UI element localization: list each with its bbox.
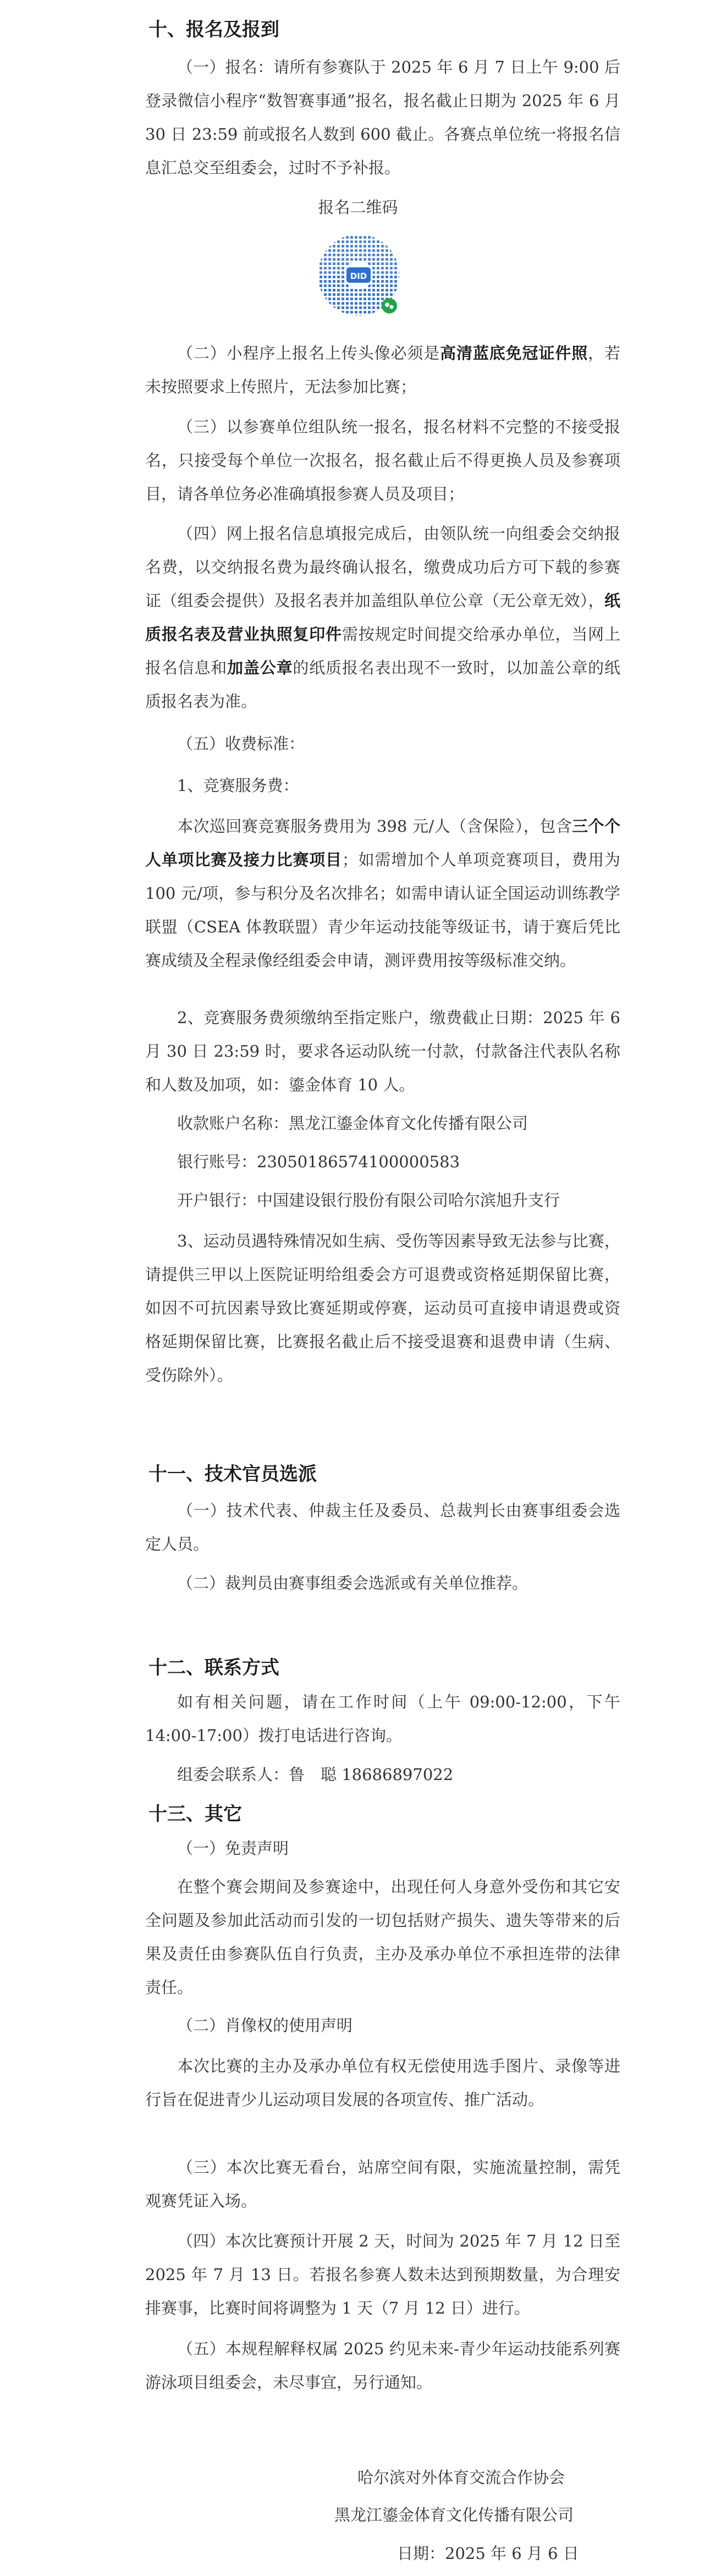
section-heading-registration: 十、报名及报到 (148, 19, 279, 41)
account-number: 银行账号：23050186574100000583 (177, 1152, 460, 1171)
paragraph-refund: 3、运动员遇特殊情况如生病、受伤等因素导致无法参与比赛，请提供三甲以上医院证明给组委会方可退费或资格延期保留比赛，如因不可抗因素导致比赛延期或停赛，运动员可直接申请退费或资格延期保留比赛，比赛报名截止后不接受退赛和退费申请（生病、受伤除外）。 (145, 1232, 620, 1385)
paragraph-photo-requirement: （二）小程序上报名上传头像必须是高清蓝底免冠证件照，若未按照要求上传照片，无法参加比赛； (145, 344, 620, 396)
signature-date: 日期：2025 年 6 月 6 日 (397, 2544, 579, 2563)
paragraph-portrait-rights: 本次比赛的主办及承办单位有权无偿使用选手图片、录像等进行旨在促进青少儿运动项目发展的各项宣传、推广活动。 (145, 2057, 620, 2109)
portrait-rights-heading: （二）肖像权的使用声明 (177, 2016, 353, 2035)
signature-org-2: 黑龙江鎏金体育文化传播有限公司 (334, 2506, 574, 2524)
section-heading-other: 十三、其它 (148, 1803, 242, 1825)
paragraph-registration: （一）报名：请所有参赛队于 2025 年 6 月 7 日上午 9:00 后登录微信小程序“数智赛事通”报名，报名截止日期为 2025 年 6 月 30 日 23:59 前或报名人数到 600 截止。各赛点单位统一将报名信息汇总交至组委会，过时不予补报。 (145, 58, 620, 177)
paragraph-disclaimer: 在整个赛会期间及参赛途中，出现任何人身意外受伤和其它安全问题及参加此活动而引发的一切包括财产损失、遗失等带来的后果及责任由参赛队伍自行负责，主办及承办单位不承担连带的法律责任。 (145, 1877, 620, 1997)
section-heading-officials: 十一、技术官员选派 (148, 1463, 317, 1485)
paragraph-service-fee: 本次巡回赛竞赛服务费用为 398 元/人（含保险），包含三个个人单项比赛及接力比赛项目；如需增加个人单项竞赛项目，费用为 100 元/项，参与积分及名次排名；如需申请认证全国运动训练教学联盟（CSEA 体教联盟）青少年运动技能等级证书，请于赛后凭比赛成绩及全程录像经组委会申请，测评费用按等级标准交纳。 (145, 817, 620, 970)
paragraph-schedule: （四）本次比赛预计开展 2 天，时间为 2025 年 7 月 12 日至 2025 年 7 月 13 日。若报名参赛人数未达到预期数量，为合理安排赛事，比赛时间将调整为 1 天（7 月 12 日）进行。 (145, 2232, 620, 2317)
qr-caption: 报名二维码 (318, 198, 398, 217)
account-name: 收款账户名称：黑龙江鎏金体育文化传播有限公司 (177, 1114, 528, 1133)
paragraph-officials-1: （一）技术代表、仲裁主任及委员、总裁判长由赛事组委会选定人员。 (145, 1501, 620, 1553)
bank-name: 开户银行：中国建设银行股份有限公司哈尔滨旭升支行 (177, 1191, 560, 1210)
paragraph-fee-confirmation: （四）网上报名信息填报完成后，由领队统一向组委会交纳报名费，以交纳报名费为最终确认报名，缴费成功后方可下载的参赛证（组委会提供）及报名表并加盖组队单位公章（无公章无效），纸质报名表及营业执照复印件需按规定时间提交给承办单位，当网上报名信息和加盖公章的纸质报名表出现不一致时，以加盖公章的纸质报名表为准。 (145, 524, 620, 711)
paragraph-payment: 2、竞赛服务费须缴纳至指定账户，缴费截止日期：2025 年 6 月 30 日 23:59 时，要求各运动队统一付款，付款备注代表队名称和人数及加项，如：鎏金体育 10 人。 (145, 1008, 620, 1094)
registration-qr-code[interactable] (315, 231, 403, 319)
qr-logo-text: DID (350, 271, 367, 281)
contact-person: 组委会联系人：鲁 聪 18686897022 (177, 1765, 454, 1784)
paragraph-interpretation: （五）本规程解释权属 2025 约见未来-青少年运动技能系列赛游泳项目组委会，未尽事宜，另行通知。 (145, 2339, 620, 2392)
paragraph-officials-2: （二）裁判员由赛事组委会选派或有关单位推荐。 (177, 1574, 528, 1592)
paragraph-contact: 如有相关问题，请在工作时间（上午 09:00-12:00，下午 14:00-17:00）拨打电话进行咨询。 (145, 1693, 620, 1745)
wechat-badge-icon (382, 298, 397, 314)
service-fee-heading: 1、竞赛服务费： (177, 776, 299, 795)
fee-standard-heading: （五）收费标准： (177, 734, 305, 753)
paragraph-no-stands: （三）本次比赛无看台，站席空间有限，实施流量控制，需凭观赛凭证入场。 (145, 2158, 620, 2210)
signature-org-1: 哈尔滨对外体育交流合作协会 (357, 2468, 565, 2487)
section-heading-contact: 十二、联系方式 (148, 1657, 279, 1679)
paragraph-team-registration: （三）以参赛单位组队统一报名，报名材料不完整的不接受报名，只接受每个单位一次报名，报名截止后不得更换人员及参赛项目，请各单位务必准确填报参赛人员及项目； (145, 418, 620, 503)
disclaimer-heading: （一）免责声明 (177, 1839, 289, 1858)
